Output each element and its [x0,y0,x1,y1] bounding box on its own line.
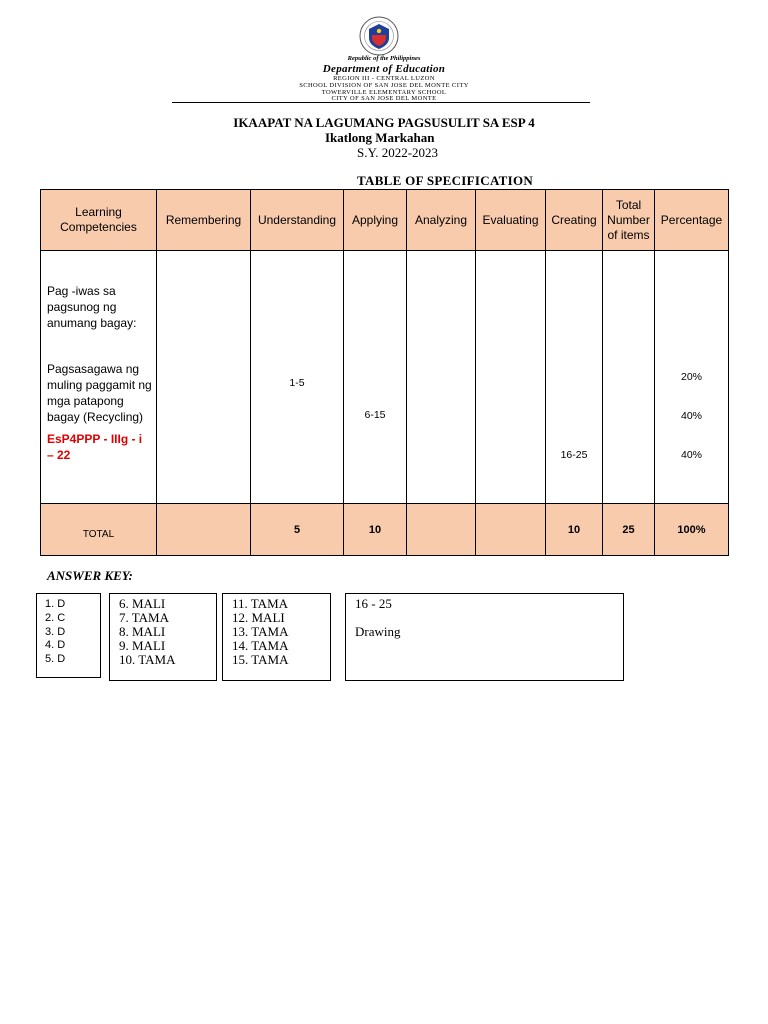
header-cell: Evaluating [476,190,546,251]
school-year: S.Y. 2022-2023 [357,145,439,160]
creating-cell [546,251,603,504]
answer-item: 13. TAMA [232,624,289,639]
answer-item: 8. MALI [119,624,166,639]
tos-table [40,189,729,556]
deped-seal-icon [351,16,407,56]
division-label: SCHOOL DIVISION OF SAN JOSE DEL MONTE CITY [299,82,469,89]
header-cell: Percentage [655,190,729,251]
percentage-value: 40% [680,410,702,422]
header-cell: Remembering [157,190,251,251]
evaluating-cell [476,251,546,504]
percentage-value: 20% [680,371,702,383]
answer-box-1 [36,593,101,678]
percentage-cell [655,251,729,504]
remembering-cell [157,251,251,504]
region-label: REGION III - CENTRAL LUZON [333,75,435,82]
percentage-value: 40% [680,449,702,461]
answer-item: 4. D [45,639,66,652]
total-cell: 100% [655,504,729,556]
header-cell: Understanding [251,190,344,251]
answer-range: 16 - 25 [355,596,392,611]
analyzing-cell [407,251,476,504]
exam-title: IKAAPAT NA LAGUMANG PAGSUSULIT SA ESP 4 [233,115,535,130]
competency-item: Pagsasagawa ng muling paggamit ng mga patapong bagay (Recycling) [47,362,152,424]
table-header-row [41,190,729,251]
item-range: 16-25 [560,449,588,461]
total-cell: 10 [344,504,407,556]
table-total-row [41,504,729,556]
competency-item: Pag -iwas sa pagsunog ng anumang bagay: [47,284,137,330]
total-cell [157,504,251,556]
total-items-cell [603,251,655,504]
header-cell: Creating [546,190,603,251]
table-body-row [41,251,729,504]
applying-cell [344,251,407,504]
answer-item: 3. D [45,625,66,638]
tos-title: TABLE OF SPECIFICATION [357,173,534,188]
answer-item: 7. TAMA [119,610,170,625]
understanding-cell [251,251,344,504]
item-range: 6-15 [364,409,386,421]
answer-box-2 [109,593,217,681]
answer-item: Drawing [355,624,401,639]
answer-item: 11. TAMA [232,596,289,611]
answer-key-title: ANSWER KEY: [47,568,133,583]
answer-box-4 [345,593,624,681]
total-label: TOTAL [41,504,157,556]
answer-item: 14. TAMA [232,638,289,653]
total-cell: 25 [603,504,655,556]
total-cell: 10 [546,504,603,556]
header-cell: Applying [344,190,407,251]
answer-item: 2. C [45,611,66,624]
total-cell [407,504,476,556]
total-cell [476,504,546,556]
answer-item: 12. MALI [232,610,285,625]
answer-item: 6. MALI [119,596,166,611]
competencies-cell [41,251,157,504]
total-cell: 5 [251,504,344,556]
answer-item: 1. D [45,598,66,610]
school-name: TOWERVILLE ELEMENTARY SCHOOL [321,89,447,96]
header-cell: Total Number of items [603,190,655,251]
answer-item: 9. MALI [119,638,166,653]
answer-box-3 [222,593,331,681]
item-range: 1-5 [289,377,305,389]
header-cell: Learning Competencies [41,190,157,251]
republic-label: Republic of the Philippines [347,55,421,62]
answer-item: 10. TAMA [119,652,176,667]
city-label: CITY OF SAN JOSE DEL MONTE [331,95,437,102]
answer-item: 5. D [45,653,66,666]
header-cell: Analyzing [407,190,476,251]
department-name: Department of Education [322,63,446,75]
competency-code: EsP4PPP - IIIg - i – 22 [47,432,143,462]
answer-item: 15. TAMA [232,652,289,667]
header-divider [172,102,590,103]
quarter-label: Ikatlong Markahan [325,130,435,145]
